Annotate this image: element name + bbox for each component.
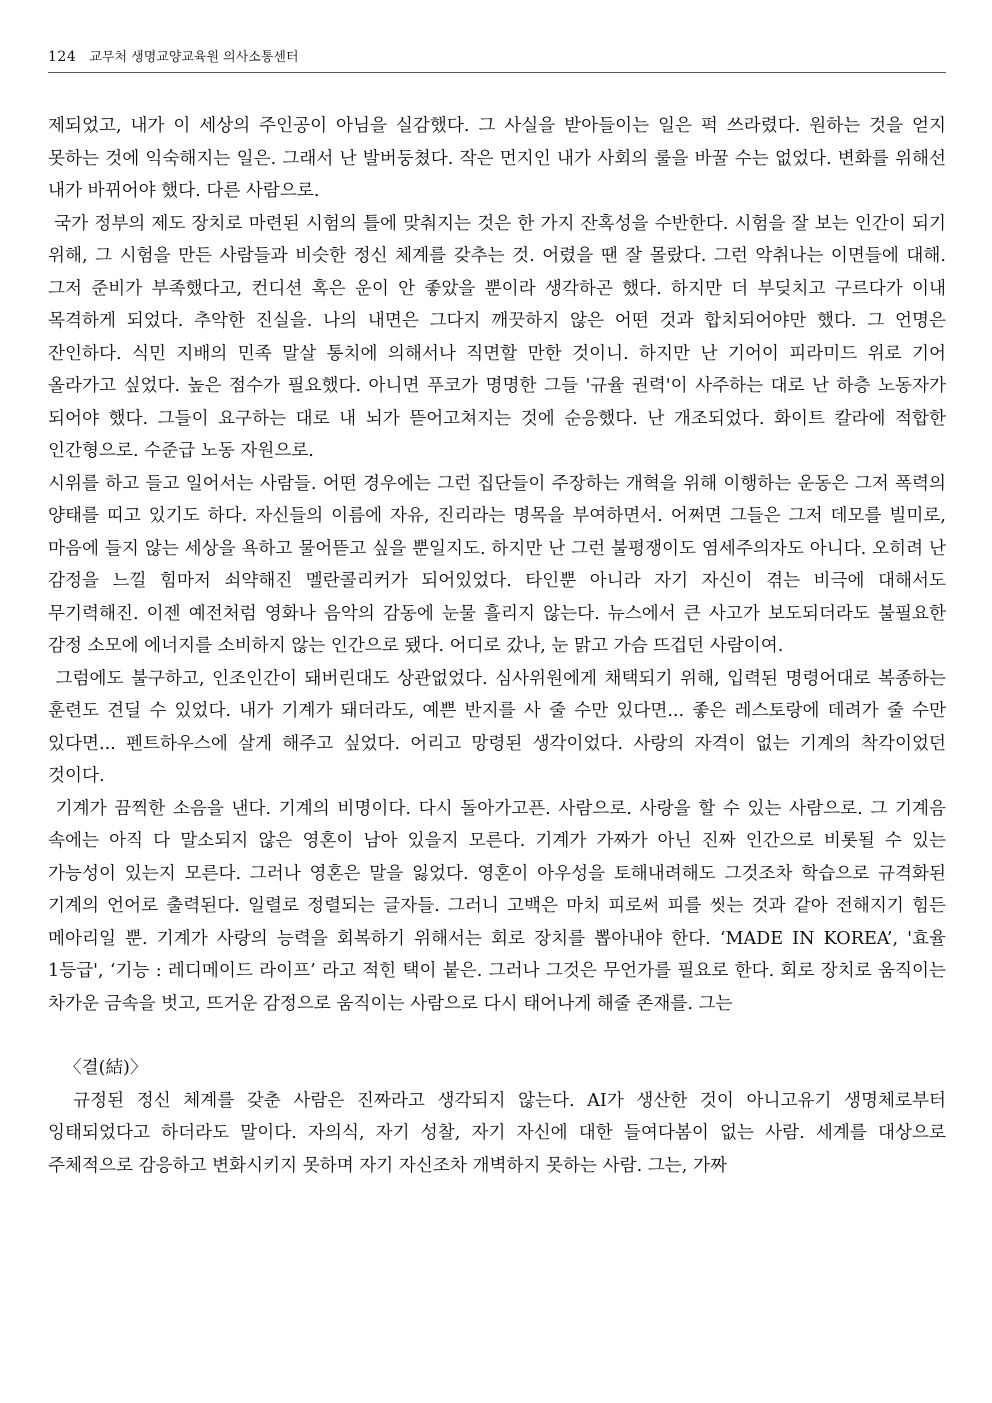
body-text: [48, 110, 952, 1182]
running-title: 교무처 생명교양교육원 의사소통센터: [89, 50, 299, 65]
page-header: [48, 46, 946, 73]
section-heading: 〈결(結)〉: [64, 1058, 148, 1078]
paragraph: 국가 정부의 제도 장치로 마련된 시험의 틀에 맞춰지는 것은 한 가지 잔혹성을 수반한다. 시험을 잘 보는 인간이 되기 위해, 그 시험을 만든 사람들과 비슷한 정신 체계를 갖추는 것. 어렸을 땐 잘 몰랐다. 그런 악취나는 이면들에 대해. 그저 준비가 부족했다고, 컨디션 혹은 운이 안 좋았을 뿐이라 생각하곤 했다. 하지만 더 부딪치고 구르다가 이내 목격하게 되었다. 추악한 진실을. 나의 내면은 그다지 깨끗하지 않은 어떤 것과 합치되어야만 했다. 그 언명은 잔인하다. 식민 지배의 민족 말살 통치에 의해서나 직면할 만한 것이니. 하지만 난 기어이 피라미드 위로 기어 올라가고 싶었다. 높은 점수가 필요했다. 아니면 푸코가 명명한 그들 '규율 권력'이 사주하는 대로 난 하층 노동자가 되어야 했다. 그들이 요구하는 대로 내 뇌가 뜯어고쳐지는 것에 순응했다. 난 개조되었다. 화이트 칼라에 적합한 인간형으로. 수준급 노동 자원으로.: [48, 213, 952, 461]
conclusion-paragraph: 규정된 정신 체계를 갖춘 사람은 진짜라고 생각되지 않는다. AI가 생산한 것이 아니고유기 생명체로부터 잉태되었다고 하더라도 말이다. 자의식, 자기 성찰, 자기 자신에 대한 들여다봄이 없는 사람. 세계를 대상으로 주체적으로 감응하고 변화시키지 못하며 자기 자신조차 개벽하지 못하는 사람. 그는, 가짜: [48, 1090, 952, 1176]
page-number: 124: [48, 49, 77, 65]
paragraph: 기계가 끔찍한 소음을 낸다. 기계의 비명이다. 다시 돌아가고픈. 사람으로. 사랑을 할 수 있는 사람으로. 그 기계음 속에는 아직 다 말소되지 않은 영혼이 남아 있을지 모른다. 기계가 가짜가 아닌 진짜 인간으로 비롯될 수 있는 가능성이 있는지 모른다. 그러나 영혼은 말을 잃었다. 영혼이 아우성을 토해내려해도 그것조차 학습으로 규격화된 기계의 언어로 출력된다. 일렬로 정렬되는 글자들. 그러니 고백은 마치 피로써 피를 씻는 것과 같아 전해지기 힘든 메아리일 뿐. 기계가 사랑의 능력을 회복하기 위해서는 회로 장치를 뽑아내야 한다. ‘MADE IN KOREA’, '효율 1등급', ‘기능 : 레디메이드 라이프’ 라고 적힌 택이 붙은. 그러나 그것은 무언가를 필요로 한다. 회로 장치로 움직이는 차가운 금속을 벗고, 뜨거운 감정으로 움직이는 사람으로 다시 태어나게 해줄 존재를. 그는: [48, 798, 952, 1014]
section-gap: [48, 1020, 946, 1052]
paragraph: 그럼에도 불구하고, 인조인간이 돼버린대도 상관없었다. 심사위원에게 채택되기 위해, 입력된 명령어대로 복종하는 훈련도 견딜 수 있었다. 내가 기계가 돼더라도, 예쁜 반지를 사 줄 수만 있다면... 좋은 레스토랑에 데려가 줄 수만 있다면... 펜트하우스에 살게 해주고 싶었다. 어리고 망령된 생각이었다. 사랑의 자격이 없는 기계의 착각이었던 것이다.: [48, 668, 952, 786]
paragraph: 시위를 하고 들고 일어서는 사람들. 어떤 경우에는 그런 집단들이 주장하는 개혁을 위해 이행하는 운동은 그저 폭력의 양태를 띠고 있기도 하다. 자신들의 이름에 자유, 진리라는 명목을 부여하면서. 어쩌면 그들은 그저 데모를 빌미로, 마음에 들지 않는 세상을 욕하고 물어뜯고 싶을 뿐일지도. 하지만 난 그런 불평쟁이도 염세주의자도 아니다. 오히려 난 감정을 느낄 힘마저 쇠약해진 멜란콜리커가 되어있었다. 타인뿐 아니라 자기 자신이 겪는 비극에 대해서도 무기력해진. 이젠 예전처럼 영화나 음악의 감동에 눈물 흘리지 않는다. 뉴스에서 큰 사고가 보도되더라도 불필요한 감정 소모에 에너지를 소비하지 않는 인간으로 됐다. 어디로 갔나, 눈 맑고 가슴 뜨겁던 사람이여.: [48, 473, 946, 656]
paragraph: 제되었고, 내가 이 세상의 주인공이 아님을 실감했다. 그 사실을 받아들이는 일은 퍽 쓰라렸다. 원하는 것을 얻지 못하는 것에 익숙해지는 일은. 그래서 난 발버둥쳤다. 작은 먼지인 내가 사회의 룰을 바꿀 수는 없었다. 변화를 위해선 내가 바뀌어야 했다. 다른 사람으로.: [48, 116, 946, 201]
